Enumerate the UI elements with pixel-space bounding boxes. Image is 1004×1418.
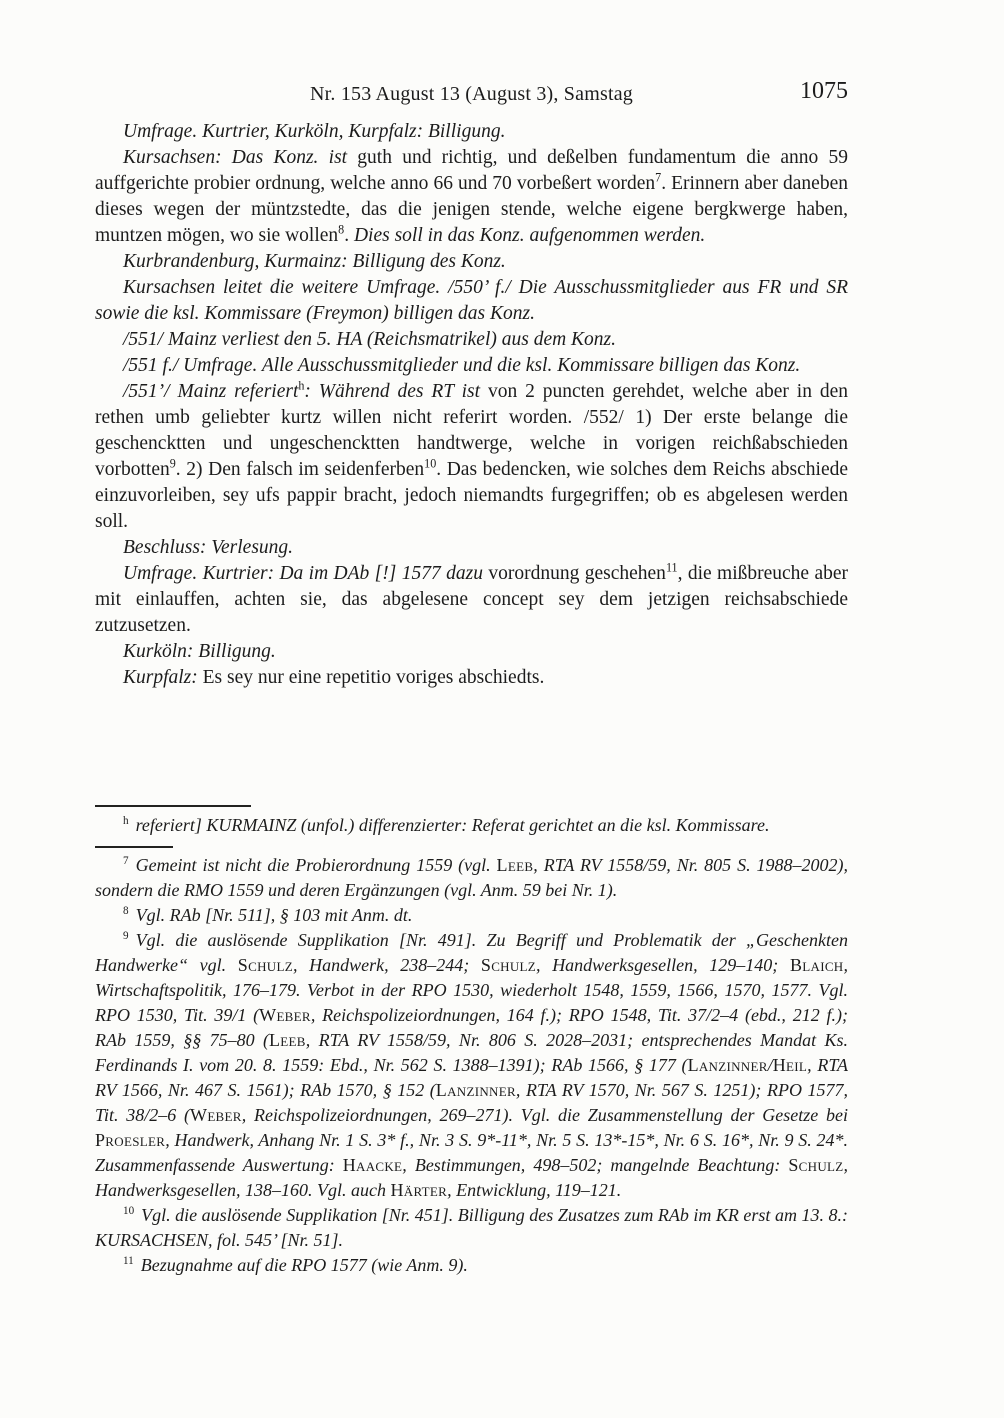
footnote — [95, 1253, 848, 1278]
footnote-separator-rule — [95, 846, 173, 848]
text-segment: Vgl. die auslösende Supplikation [Nr. 491]. Zu Begriff und Problematik der „Geschenkten Handwerke“ vgl. — [95, 930, 848, 975]
text-segment: . Erinnern aber daneben dieses wegen der müntzstedte, das die jenigen stende, welche eigene bergkwerge haben, muntzen mögen, wo sie wollen — [95, 173, 848, 246]
text-segment: Weber — [259, 1005, 311, 1025]
text-segment: , Entwicklung, 119–121. — [447, 1180, 622, 1200]
paragraph — [95, 119, 848, 145]
text-segment: Es sey nur eine repetitio voriges abschiedts. — [197, 667, 545, 688]
footnote-reference: 8 — [338, 222, 345, 237]
text-segment: Kurpfalz: — [123, 667, 198, 688]
text-segment: guth und richtig, und deßelben fundamentum die anno 59 auffgerichte probier ordnung, welche anno 66 und 70 vorbeßert worden — [95, 147, 848, 194]
paragraph — [95, 561, 848, 639]
text-segment: , Handwerksgesellen, 138–160. Vgl. auch — [95, 1155, 848, 1200]
text-segment: Härter — [390, 1180, 448, 1200]
text-segment: Kursachsen leitet die weitere Umfrage. /550’ f./ Die Ausschussmitglieder aus FR und SR sowie die ksl. Kommissare (Freymon) billigen das Konz. — [95, 277, 848, 324]
text-segment: Beschluss: Verlesung. — [123, 537, 294, 558]
text-segment: Lanzinner — [687, 1055, 768, 1075]
apparatus-separator-rule — [95, 805, 251, 807]
footnote-marker: 9 — [123, 930, 129, 942]
text-segment: Proesler — [95, 1130, 166, 1150]
text-segment: Vgl. RAb [Nr. 511], § 103 mit Anm. dt. — [135, 905, 413, 925]
text-segment: . Das bedencken, wie solches dem Reichs abschiede einzuvorleiben, sey ufs pappir bracht, jedoch niemandts furgegriffen; ob es abgelesen werden soll. — [95, 459, 848, 532]
apparatus-notes — [95, 813, 848, 838]
text-segment: . — [344, 225, 354, 246]
page-header — [95, 78, 848, 112]
paragraph — [95, 639, 848, 665]
text-segment: , die mißbreuche aber mit einlauffen, achten sie, das abgelesene concept sey dem jetzigen reichsabschiede zutzusetzen. — [95, 563, 848, 636]
footnote-marker: 7 — [123, 855, 129, 867]
footnote-reference: 10 — [424, 456, 437, 471]
text-segment: referiert] KURMAINZ (unfol.) differenzierter: Referat gerichtet an die ksl. Kommissare. — [135, 815, 770, 835]
footnote — [95, 928, 848, 1203]
text-segment: , Reichspolizeiordnungen, 269–271). Vgl. die Zusammenstellung der Gesetze bei — [241, 1105, 848, 1125]
text-segment: /551’/ Mainz referiert — [123, 381, 299, 402]
footnote — [95, 903, 848, 928]
paragraph — [95, 249, 848, 275]
text-segment: , RTA RV 1566, Nr. 467 S. 1561); RAb 1570, § 152 ( — [95, 1055, 848, 1100]
paragraph — [95, 665, 848, 691]
text-segment: Schulz — [788, 1155, 844, 1175]
footnote-marker: h — [123, 815, 129, 827]
text-segment: /551 f./ Umfrage. Alle Ausschussmitglieder und die ksl. Kommissare billigen das Konz. — [123, 355, 801, 376]
text-segment: , RTA RV 1558/59, Nr. 805 S. 1988–2002), sondern die RMO 1559 und deren Ergänzungen (vgl. Anm. 59 bei Nr. 1). — [95, 855, 848, 900]
text-segment: Schulz — [480, 955, 537, 975]
text-segment: : Während des RT ist — [304, 381, 481, 402]
text-segment: Gemeint ist nicht die Probierordnung 1559 (vgl. — [135, 855, 497, 875]
apparatus-note — [95, 813, 848, 838]
text-segment: Schulz — [237, 955, 293, 975]
text-segment: von 2 puncten gerehdet, welche aber in den rethen umb geliebter kurtz willen nicht referirt worden. /552/ 1) Der erste belange die geschencktten und ungeschencktten handtwerge, welche in vorigen reichßabschieden vorbotten — [95, 381, 848, 480]
main-text-block — [95, 119, 848, 801]
paragraph — [95, 353, 848, 379]
text-segment: Kurköln: Billigung. — [123, 641, 276, 662]
text-segment: Kurbrandenburg, Kurmainz: Billigung des Konz. — [123, 251, 506, 272]
footnote-marker: 11 — [123, 1255, 134, 1267]
text-segment: . 2) Den falsch im seidenferben — [175, 459, 425, 480]
text-segment: , Handwerk, 238–244; — [292, 955, 481, 975]
text-segment: / — [767, 1055, 773, 1075]
text-segment: Bezugnahme auf die RPO 1577 (wie Anm. 9). — [140, 1255, 468, 1275]
text-segment: Umfrage. Kurtrier: Da im DAb [!] 1577 dazu — [123, 563, 483, 584]
text-segment: vorordnung geschehen — [482, 563, 666, 584]
text-segment: Lanzinner — [435, 1080, 516, 1100]
text-segment: Heil — [772, 1055, 808, 1075]
paragraph — [95, 275, 848, 327]
text-segment: , Wirtschaftspolitik, 176–179. Verbot in der RPO 1530, wiederholt 1548, 1559, 1566, 1570, 1577. Vgl. RPO 1530, Tit. 39/1 ( — [95, 955, 848, 1025]
paragraph — [95, 535, 848, 561]
text-segment: Vgl. die auslösende Supplikation [Nr. 451]. Billigung des Zusatzes zum RAb im KR erst am 13. 8.: KURSACHSEN, fol. 545’ [Nr. 51]. — [95, 1205, 848, 1250]
paragraph — [95, 327, 848, 353]
text-segment: Umfrage. Kurtrier, Kurköln, Kurpfalz: Billigung. — [123, 121, 506, 142]
text-segment: /551/ Mainz verliest den 5. HA (Reichsmatrikel) aus dem Konz. — [123, 329, 617, 350]
text-segment: Kursachsen: Das Konz. ist — [123, 147, 348, 168]
footnote-marker: 10 — [123, 1205, 135, 1217]
text-segment: , Handwerk, Anhang Nr. 1 S. 3* f., Nr. 3 S. 9*-11*, Nr. 5 S. 13*-15*, Nr. 6 S. 16*, Nr. 9 S. 24*. Zusammenfassende Auswertung: — [95, 1130, 848, 1175]
footnote-area — [95, 805, 848, 1405]
text-segment: , RTA RV 1558/59, Nr. 806 S. 2028–2031; entsprechendes Mandat Ks. Ferdinands I. vom 20. 8. 1559: Ebd., Nr. 562 S. 1388–1391); RAb 1566, § 177 ( — [95, 1030, 848, 1075]
text-segment: Dies soll in das Konz. aufgenommen werden. — [353, 225, 706, 246]
footnote — [95, 1203, 848, 1253]
footnote — [95, 853, 848, 903]
footnote-reference: 7 — [655, 170, 662, 185]
text-segment: , Handwerksgesellen, 129–140; — [536, 955, 790, 975]
text-segment: Leeb — [269, 1030, 306, 1050]
text-segment: Blaich — [789, 955, 844, 975]
paragraph — [95, 379, 848, 535]
text-segment: , Bestimmungen, 498–502; mangelnde Beachtung: — [402, 1155, 789, 1175]
footnote-reference: 9 — [169, 456, 176, 471]
page-number: 1075 — [800, 78, 848, 104]
footnote-marker: 8 — [123, 905, 129, 917]
paragraph — [95, 145, 848, 249]
footnote-reference: 11 — [665, 560, 678, 575]
text-segment: , RTA RV 1570, Nr. 567 S. 1251); RPO 1577, Tit. 38/2–6 ( — [95, 1080, 848, 1125]
text-segment: Haacke — [342, 1155, 403, 1175]
text-segment: , Reichspolizeiordnungen, 164 f.); RPO 1548, Tit. 37/2–4 (ebd., 212 f.); RAb 1559, §§ 75–80 ( — [95, 1005, 848, 1050]
running-header-title: Nr. 153 August 13 (August 3), Samstag — [310, 83, 633, 105]
footnote-list — [95, 853, 848, 1278]
text-segment: Leeb — [496, 855, 534, 875]
footnote-reference: h — [298, 378, 305, 393]
text-segment: Weber — [190, 1105, 242, 1125]
